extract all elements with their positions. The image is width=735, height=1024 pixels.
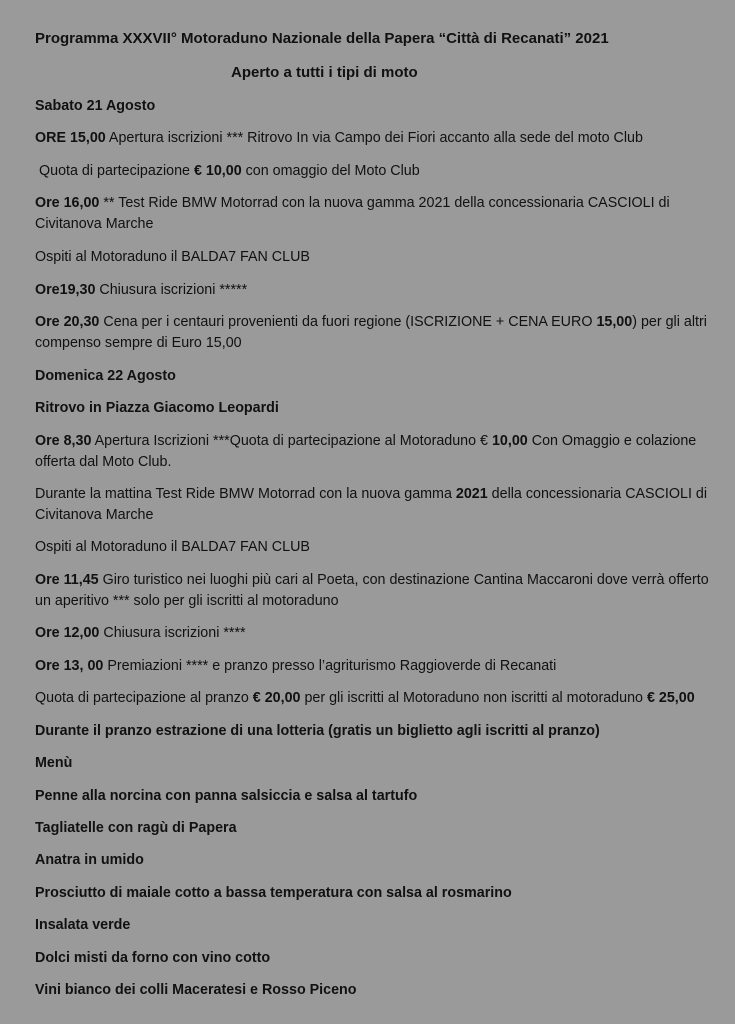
- time-label: ORE 15,00: [35, 130, 106, 146]
- line-text: per gli iscritti al Motoraduno non iscritti al motoraduno: [300, 690, 647, 706]
- saturday-line-3-cont: Civitanova Marche: [35, 216, 154, 232]
- sunday-line-2: [35, 483, 715, 505]
- time-label: Ore19,30: [35, 282, 96, 298]
- line-text: Apertura iscrizioni *** Ritrovo In via Campo dei Fiori accanto alla sede del moto Club: [105, 130, 643, 146]
- saturday-line-2: [39, 160, 719, 182]
- sunday-line-5: [35, 622, 715, 644]
- year: 2021: [455, 486, 488, 502]
- time-label: Ore 20,30: [35, 314, 100, 330]
- line-text: ) per gli altri: [632, 314, 707, 330]
- saturday-line-4: Ospiti al Motoraduno il BALDA7 FAN CLUB: [35, 249, 310, 265]
- menu-item: Penne alla norcina con panna salsiccia e salsa al tartufo: [35, 788, 418, 804]
- sunday-line-3: Ospiti al Motoraduno il BALDA7 FAN CLUB: [35, 539, 310, 555]
- menu-item: Tagliatelle con ragù di Papera: [35, 820, 237, 836]
- sunday-line-4: [35, 569, 715, 591]
- sunday-line-1-cont: offerta dal Moto Club.: [35, 454, 172, 470]
- line-text: Chiusura iscrizioni *****: [95, 282, 248, 298]
- saturday-line-1: [35, 127, 715, 149]
- line-text: Quota di partecipazione: [39, 163, 194, 179]
- saturday-line-3: [35, 192, 715, 214]
- line-text: Premiazioni **** e pranzo presso l’agriturismo Raggioverde di Recanati: [103, 658, 557, 674]
- saturday-line-5: [35, 279, 715, 301]
- time-label: Ore 13, 00: [35, 658, 104, 674]
- line-text: Giro turistico nei luoghi più cari al Poeta, con destinazione Cantina Maccaroni dove verrà offerto: [98, 572, 709, 588]
- time-label: Ore 12,00: [35, 625, 100, 641]
- sunday-line-1: [35, 430, 715, 452]
- lottery-note: Durante il pranzo estrazione di una lotteria (gratis un biglietto agli iscritti al pranzo): [35, 723, 600, 739]
- price: € 25,00: [646, 690, 695, 706]
- menu-item: Dolci misti da forno con vino cotto: [35, 950, 271, 966]
- saturday-heading: Sabato 21 Agosto: [35, 98, 156, 114]
- time-label: Ore 8,30: [35, 433, 92, 449]
- menu-item: Prosciutto di maiale cotto a bassa temperatura con salsa al rosmarino: [35, 885, 512, 901]
- sunday-line-6: [35, 655, 715, 677]
- time-label: Ore 11,45: [35, 572, 99, 588]
- price: € 20,00: [252, 690, 301, 706]
- sunday-line-2-cont: Civitanova Marche: [35, 507, 154, 523]
- line-text: della concessionaria CASCIOLI di: [487, 486, 708, 502]
- line-text: Quota di partecipazione al pranzo: [35, 690, 253, 706]
- saturday-line-6-cont: compenso sempre di Euro 15,00: [35, 335, 242, 351]
- document-title: Programma XXXVII° Motoraduno Nazionale della Papera “Città di Recanati” 2021: [35, 30, 609, 47]
- line-text: Chiusura iscrizioni ****: [99, 625, 246, 641]
- menu-item: Anatra in umido: [35, 852, 144, 868]
- time-label: Ore 16,00: [35, 195, 100, 211]
- price: € 10,00: [193, 163, 242, 179]
- line-text: con omaggio del Moto Club: [241, 163, 420, 179]
- menu-heading: Menù: [35, 755, 73, 771]
- saturday-line-6: [35, 311, 715, 333]
- line-text: Cena per i centauri provenienti da fuori regione (ISCRIZIONE + CENA EURO: [99, 314, 597, 330]
- price: 10,00: [491, 433, 528, 449]
- line-text: Durante la mattina Test Ride BMW Motorrad con la nuova gamma: [35, 486, 456, 502]
- sunday-heading: Domenica 22 Agosto: [35, 368, 176, 384]
- menu-item: Insalata verde: [35, 917, 131, 933]
- sunday-line-4-cont: un aperitivo *** solo per gli iscritti al motoraduno: [35, 593, 339, 609]
- menu-item: Vini bianco dei colli Maceratesi e Rosso Piceno: [35, 982, 357, 998]
- sunday-line-7: [35, 687, 715, 709]
- document-subtitle: Aperto a tutti i tipi di moto: [231, 64, 418, 81]
- price: 15,00: [596, 314, 633, 330]
- sunday-meeting: Ritrovo in Piazza Giacomo Leopardi: [35, 400, 279, 416]
- line-text: ** Test Ride BMW Motorrad con la nuova gamma 2021 della concessionaria CASCIOLI di: [99, 195, 670, 211]
- line-text: Con Omaggio e colazione: [527, 433, 697, 449]
- line-text: Apertura Iscrizioni ***Quota di partecipazione al Motoraduno €: [91, 433, 492, 449]
